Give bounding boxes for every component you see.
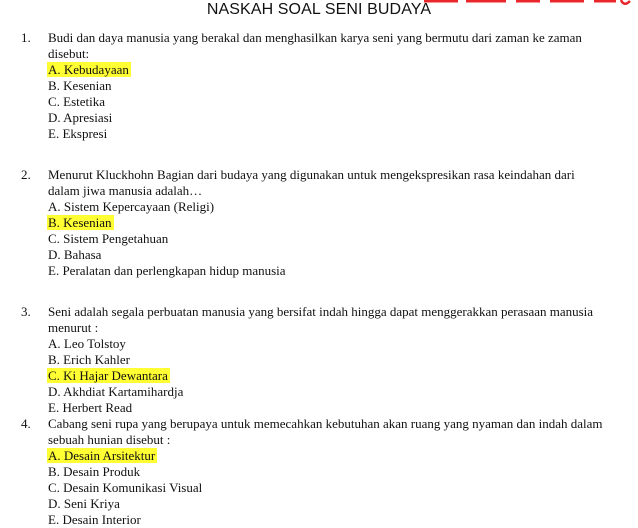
answer-option-label: C. Desain Komunikasi Visual (48, 480, 203, 495)
question-2 (21, 167, 608, 279)
question-text: Menurut Kluckhohn Bagian dari budaya yang digunakan untuk mengekspresikan rasa keindahan dari dalam jiwa manusia adalah… (48, 167, 575, 198)
question-3 (21, 304, 608, 416)
answer-option-highlighted (48, 215, 608, 231)
answer-option-label: D. Bahasa (48, 247, 102, 262)
answer-option (48, 336, 608, 352)
question-4 (21, 416, 608, 528)
answer-option-label: C. Estetika (48, 94, 106, 109)
answer-option (48, 496, 608, 512)
answer-option-label: E. Herbert Read (48, 400, 133, 415)
answer-option (48, 126, 608, 142)
answer-options (48, 199, 608, 279)
question-number: 4. (21, 416, 31, 431)
answer-option-label: A. Desain Arsitektur (48, 448, 156, 463)
answer-options (48, 336, 608, 416)
answer-option (48, 512, 608, 528)
answer-option-label: B. Kesenian (48, 215, 112, 230)
question-number: 1. (21, 30, 31, 45)
answer-option-highlighted (48, 368, 608, 384)
answer-option (48, 231, 608, 247)
answer-option (48, 480, 608, 496)
page-title: NASKAH SOAL SENI BUDAYA (206, 1, 432, 18)
answer-option (48, 78, 608, 94)
answer-option-label: E. Desain Interior (48, 512, 141, 527)
answer-option-label: C. Sistem Pengetahuan (48, 231, 169, 246)
answer-option-label: B. Kesenian (48, 78, 112, 93)
answer-option-highlighted (48, 448, 608, 464)
answer-options (48, 448, 608, 528)
answer-option-label: E. Peralatan dan perlengkapan hidup manusia (48, 263, 286, 278)
answer-option (48, 94, 608, 110)
answer-option (48, 464, 608, 480)
question-number: 2. (21, 167, 31, 182)
answer-option-label: B. Erich Kahler (48, 352, 130, 367)
question-number: 3. (21, 304, 31, 319)
answer-option (48, 247, 608, 263)
answer-option-label: A. Leo Tolstoy (48, 336, 126, 351)
question-text: Seni adalah segala perbuatan manusia yang bersifat indah hingga dapat menggerakkan perasaan manusia menurut : (48, 304, 594, 335)
answer-options (48, 62, 608, 142)
answer-option-label: A. Sistem Kepercayaan (Religi) (48, 199, 215, 214)
answer-option-label: D. Seni Kriya (48, 496, 120, 511)
answer-option-highlighted (48, 62, 608, 78)
question-text: Cabang seni rupa yang berupaya untuk memecahkan kebutuhan akan ruang yang nyaman dan indah dalam sebuah hunian disebut : (48, 416, 603, 447)
answer-option (48, 263, 608, 279)
answer-option-label: A. Kebudayaan (48, 62, 129, 77)
question-text: Budi dan daya manusia yang berakal dan menghasilkan karya seni yang bermutu dari zaman ke zaman disebut: (48, 30, 582, 61)
answer-option (48, 352, 608, 368)
question-1 (21, 30, 608, 142)
answer-option (48, 384, 608, 400)
answer-option (48, 110, 608, 126)
question-list (0, 30, 638, 528)
answer-option (48, 400, 608, 416)
answer-option-label: E. Ekspresi (48, 126, 108, 141)
answer-option-label: B. Desain Produk (48, 464, 141, 479)
answer-option-label: D. Akhdiat Kartamihardja (48, 384, 184, 399)
answer-option (48, 199, 608, 215)
answer-option-label: D. Apresiasi (48, 110, 113, 125)
answer-option-label: C. Ki Hajar Dewantara (48, 368, 168, 383)
